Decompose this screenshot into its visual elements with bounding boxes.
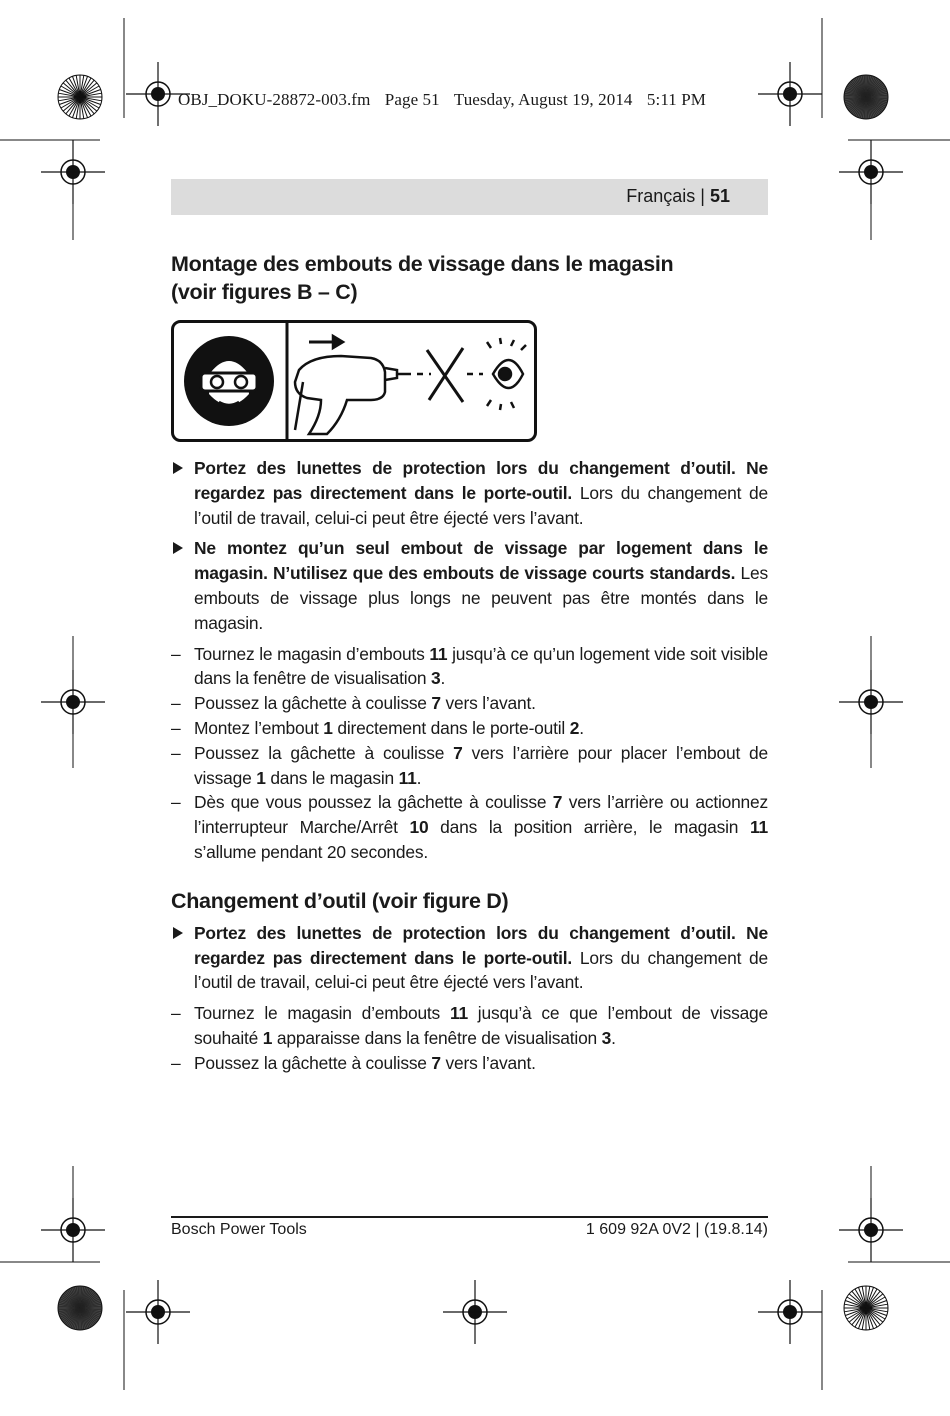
step-text: .: [579, 717, 584, 738]
warning-bold-text: Portez des lunettes de protection lors du changement d’outil. Ne regardez pas directement dans le porte-outil.: [194, 922, 768, 968]
section1-title-line1: Montage des embouts de vissage dans le magasin: [171, 252, 674, 276]
safety-warning: [171, 921, 768, 995]
step-text: .: [611, 1027, 616, 1048]
eye-protection-goggles-icon: [184, 336, 274, 426]
file-date: Tuesday, August 19, 2014: [453, 90, 633, 109]
page-number: 51: [709, 186, 730, 206]
section2-warnings: [171, 921, 768, 995]
step-text: directement dans le porte-outil: [332, 717, 570, 738]
starburst-registration-mark: [58, 75, 102, 119]
instruction-step: [171, 691, 768, 716]
warning-triangle-icon: [173, 542, 183, 554]
warning-triangle-icon: [173, 462, 183, 474]
reference-number: 11: [429, 643, 448, 664]
step-text: .: [416, 767, 422, 788]
reference-number: 7: [431, 693, 441, 714]
crosshair-registration-mark: [443, 1280, 507, 1344]
safety-warning: [171, 536, 768, 635]
section1-steps: [171, 642, 768, 865]
reference-number: 3: [601, 1027, 612, 1048]
footer-brand: Bosch Power Tools: [171, 1221, 307, 1238]
step-text: Poussez la gâchette à coulisse: [194, 693, 432, 714]
step-text: vers l’avant.: [440, 693, 536, 714]
file-name: OBJ_DOKU-28872-003.fm: [178, 90, 371, 109]
reference-number: 11: [398, 767, 417, 788]
step-text: Dès que vous poussez la gâchette à coulisse: [194, 792, 553, 813]
warning-text: Lors du changement de l’outil de travail, celui-ci peut être éjecté vers l’avant.: [194, 482, 768, 528]
reference-number: 11: [750, 817, 768, 838]
reference-number: 7: [431, 1052, 441, 1073]
warning-triangle-icon: [173, 927, 183, 939]
warning-text: Lors du changement de l’outil de travail, celui-ci peut être éjecté vers l’avant.: [194, 947, 768, 993]
step-text: Tournez le magasin d’embouts: [194, 643, 430, 664]
section2-steps: [171, 1001, 768, 1075]
step-text: vers l’avant.: [440, 1052, 536, 1073]
safety-warning: [171, 456, 768, 530]
instruction-step: [171, 790, 768, 864]
instruction-step: [171, 741, 768, 791]
section1-warnings: [171, 456, 768, 636]
step-text: dans le magasin: [265, 767, 399, 788]
step-text: apparaisse dans la fenêtre de visualisation: [272, 1027, 602, 1048]
reference-number: 7: [552, 792, 563, 813]
step-text: s’allume pendant 20 secondes.: [194, 841, 428, 862]
banner-language: Français: [626, 186, 696, 206]
step-dash: –: [171, 717, 181, 738]
starburst-registration-mark: [844, 1286, 888, 1330]
file-page: Page 51: [384, 90, 440, 109]
reference-number: 11: [449, 1003, 468, 1024]
footer-doc-id: 1 609 92A 0V2 | (19.8.14): [585, 1221, 768, 1238]
reference-number: 2: [569, 717, 580, 738]
step-dash: –: [171, 742, 181, 763]
step-dash: –: [171, 1003, 181, 1024]
main-content: [171, 250, 768, 1076]
reference-number: 1: [262, 1027, 273, 1048]
warning-bold-text: Portez des lunettes de protection lors du changement d’outil. Ne regardez pas directement dans le porte-outil.: [194, 458, 768, 503]
reference-number: 10: [409, 817, 429, 838]
step-text: Tournez le magasin d’embouts: [194, 1003, 450, 1024]
step-text: dans la position arrière, le magasin: [428, 817, 751, 838]
warning-bold-text: Ne montez qu’un seul embout de vissage par logement dans le magasin. N’utilisez que des embouts de vissage courts standards.: [194, 538, 768, 584]
step-dash: –: [171, 693, 181, 714]
instruction-step: [171, 716, 768, 741]
crosshair-registration-mark: [126, 1280, 190, 1344]
step-text: Montez l’embout: [194, 717, 324, 738]
starburst-registration-mark: [844, 75, 888, 119]
crosshair-registration-mark: [758, 1280, 822, 1344]
warning-text: Les embouts de vissage plus longs ne peuvent pas être montés dans le magasin.: [194, 563, 768, 633]
file-time: 5:11 PM: [646, 90, 707, 109]
section1-title-line2: (voir figures B – C): [171, 280, 358, 304]
step-text: Poussez la gâchette à coulisse: [194, 742, 454, 763]
step-dash: –: [171, 1052, 181, 1073]
instruction-step: [171, 642, 768, 692]
footer-rule: [171, 1216, 768, 1218]
step-text: jusqu’à ce que l’embout de vissage souhaité: [194, 1003, 768, 1048]
file-header: [178, 90, 778, 110]
reference-number: 1: [323, 717, 333, 738]
step-text: vers l’arrière ou actionnez l’interrupteur Marche/Arrêt: [194, 792, 768, 838]
page-banner: [171, 179, 768, 215]
step-text: Poussez la gâchette à coulisse: [194, 1052, 432, 1073]
step-dash: –: [171, 792, 181, 813]
section1-title: [171, 250, 768, 306]
step-text: .: [440, 668, 446, 689]
section2-title: Changement d’outil (voir figure D): [171, 888, 509, 913]
reference-number: 1: [256, 767, 266, 788]
instruction-step: [171, 1001, 768, 1051]
instruction-step: [171, 1051, 768, 1076]
step-dash: –: [171, 643, 181, 664]
starburst-registration-mark: [58, 1286, 102, 1330]
step-text: vers l’arrière pour placer l’embout de vissage: [194, 742, 768, 788]
reference-number: 7: [453, 742, 463, 763]
safety-pictogram-figure: [171, 320, 537, 442]
step-text: jusqu’à ce qu’un logement vide soit visible dans la fenêtre de visualisation: [194, 643, 768, 689]
banner-separator: |: [700, 186, 705, 206]
reference-number: 3: [431, 668, 441, 689]
